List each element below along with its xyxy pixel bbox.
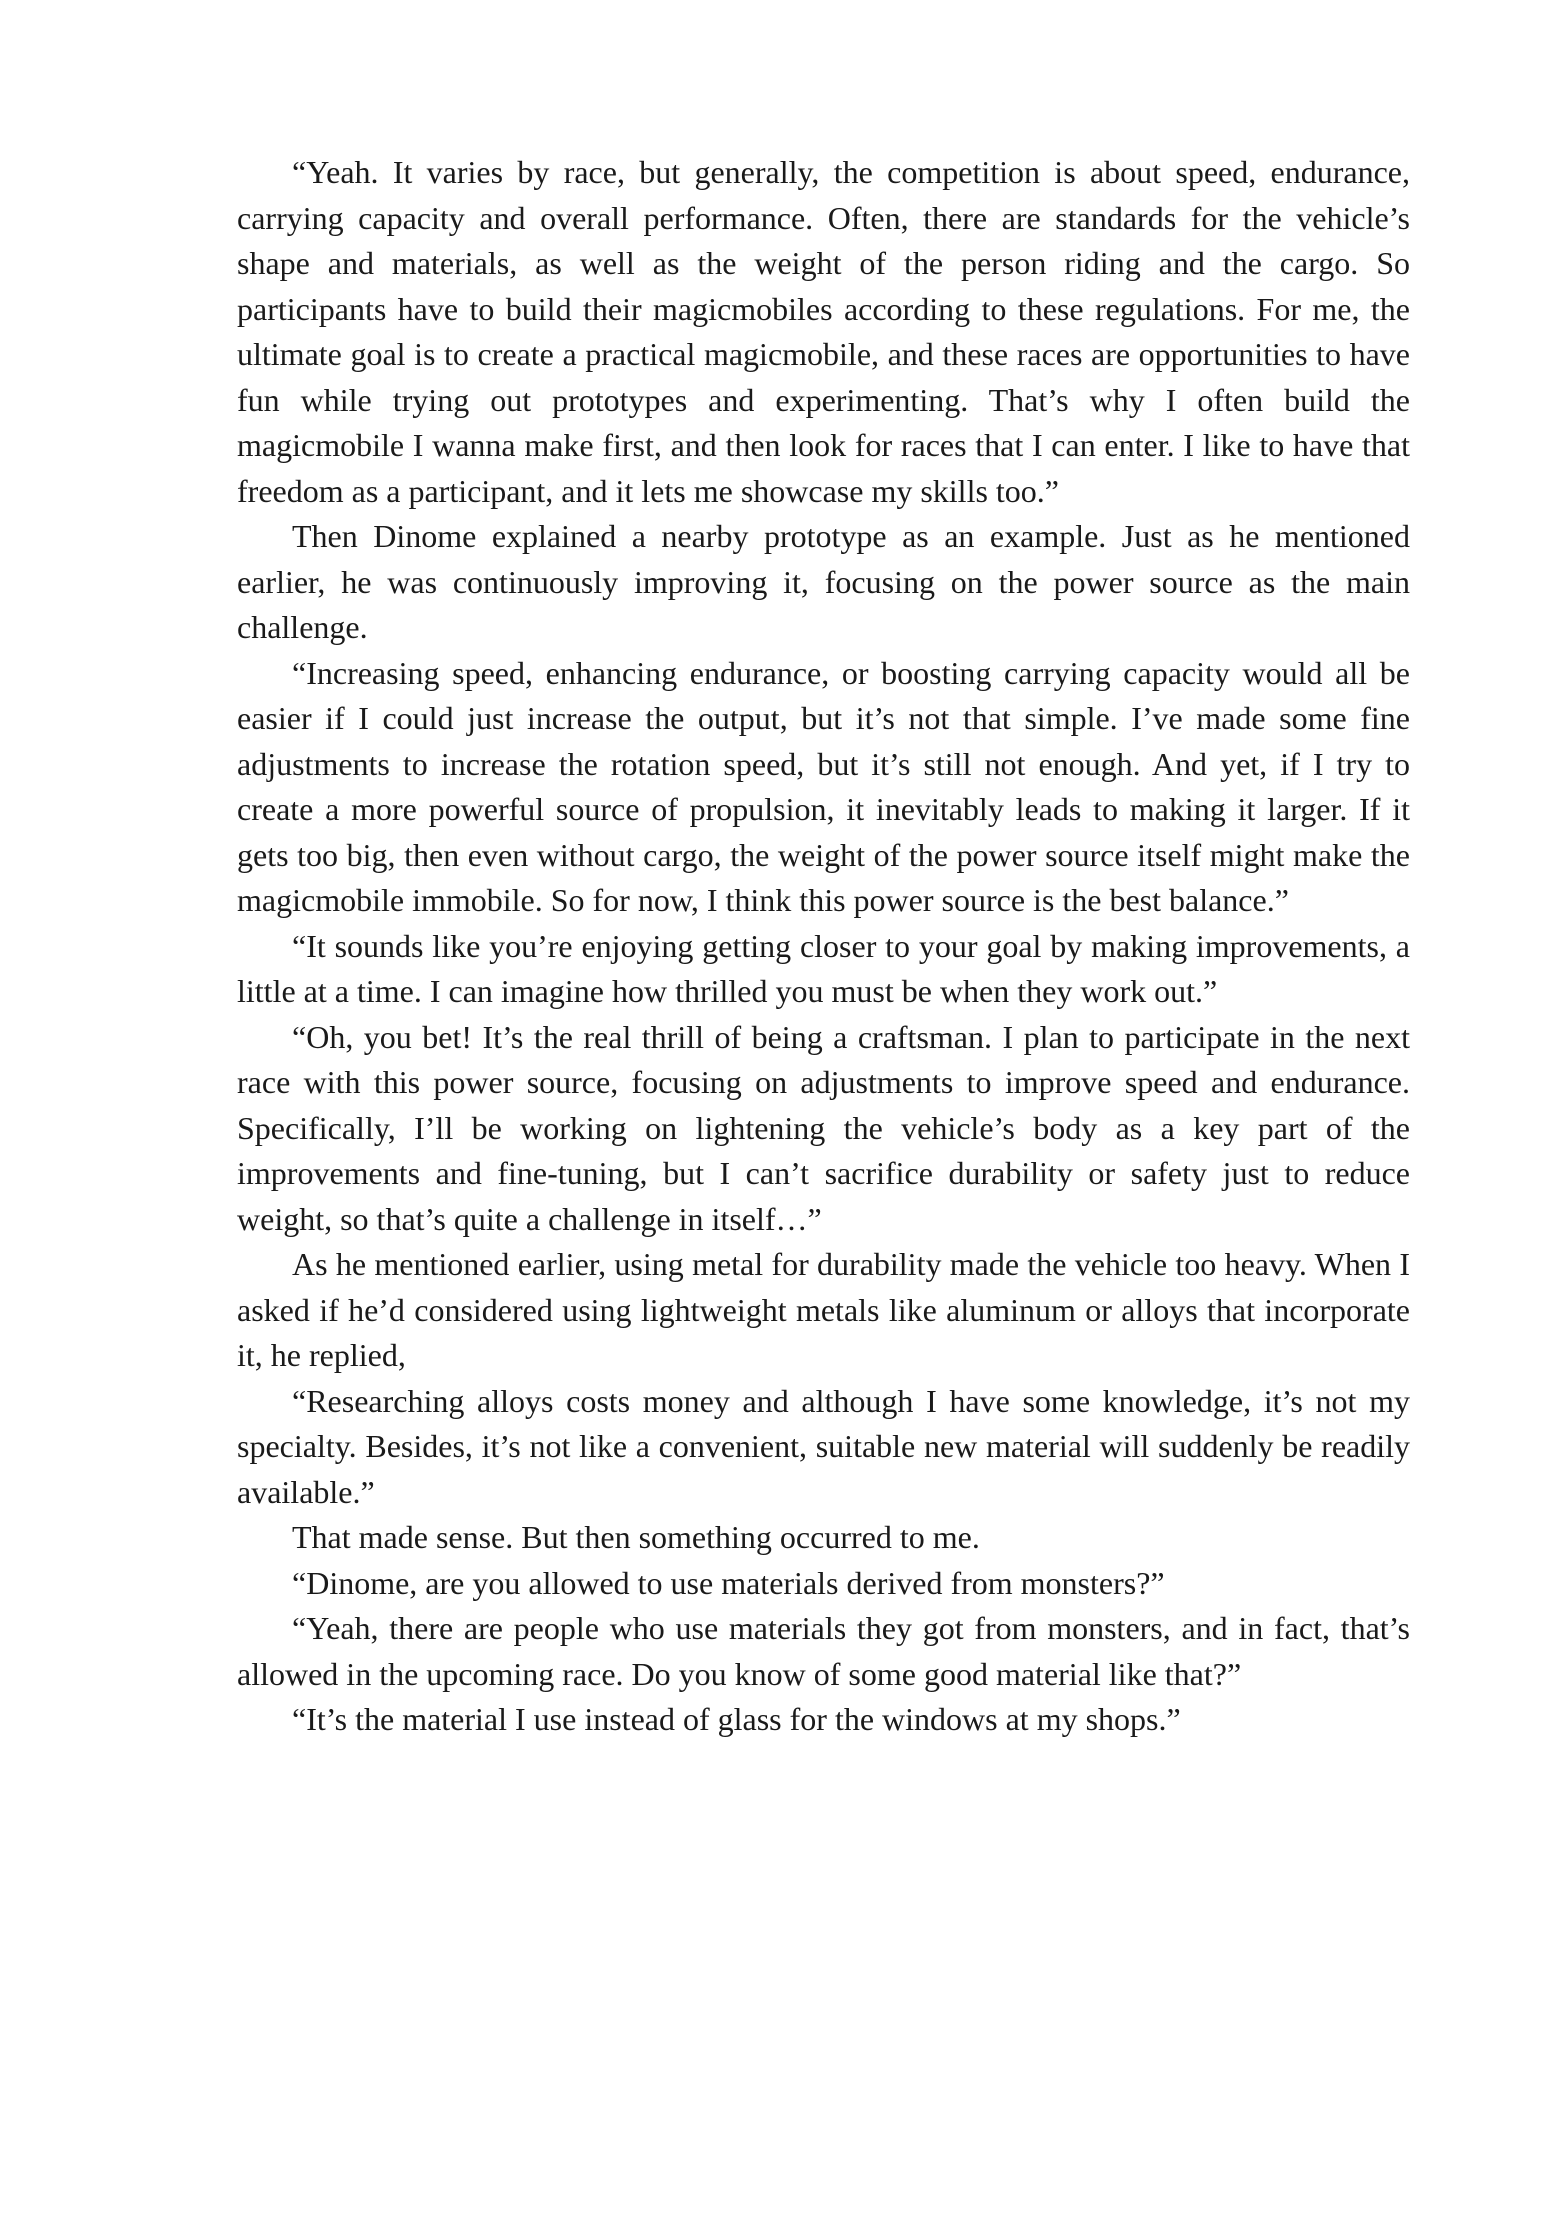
paragraph-dialogue-craftsman-thrill: “Oh, you bet! It’s the real thrill of being a craftsman. I plan to participate in the next race with this power source, focusing on adjustments to improve speed and endurance. Specifically, I’ll be working on lightening the vehicle’s body as a key part of the improvements and fine-tuning, but I can’t sacrifice durability or safety just to reduce weight, so that’s quite a challenge in itself…” xyxy=(237,1018,1410,1237)
paragraph-dialogue-power-source: “Increasing speed, enhancing endurance, or boosting carrying capacity would all be easier if I could just increase the output, but it’s not that simple. I’ve made some fine adjustments to increase the rotation speed, but it’s still not enough. And yet, if I try to create a more powerful source of propulsion, it inevitably leads to making it larger. If it gets too big, then even without cargo, the weight of the power source itself might make the magicmobile immobile. So for now, I think this power source is the best balance.” xyxy=(237,654,1410,918)
paragraph-narration-prototype: Then Dinome explained a nearby prototype as an example. Just as he mentioned earlier, he was continuously improving it, focusing on the power source as the main challenge. xyxy=(237,518,1410,645)
paragraph-narration-made-sense: That made sense. But then something occurred to me. xyxy=(292,1519,980,1555)
paragraph-dialogue-enjoying-goal: “It sounds like you’re enjoying getting closer to your goal by making improvements, a little at a time. I can imagine how thrilled you must be when they work out.” xyxy=(237,927,1410,1009)
book-page xyxy=(237,150,1410,1743)
paragraph-narration-metal-weight: As he mentioned earlier, using metal for durability made the vehicle too heavy. When I asked if he’d considered using lightweight metals like aluminum or alloys that incorporate it, he replied, xyxy=(237,1246,1410,1373)
paragraph-dialogue-window-material: “It’s the material I use instead of glass for the windows at my shops.” xyxy=(292,1701,1181,1737)
paragraph-dialogue-monster-materials-question: “Dinome, are you allowed to use materials derived from monsters?” xyxy=(292,1564,1165,1601)
paragraph-dialogue-race-rules: “Yeah. It varies by race, but generally, the competition is about speed, endurance, carrying capacity and overall performance. Often, there are standards for the vehicle’s shape and materials, as well as the weight of the person riding and the cargo. So participants have to build their magicmobiles according to these regulations. For me, the ultimate goal is to create a practical magicmobile, and these races are opportunities to have fun while trying out prototypes and experimenting. That’s why I often build the magicmobile I wanna make first, and then look for races that I can enter. I like to have that freedom as a participant, and it lets me showcase my skills too.” xyxy=(237,154,1410,509)
paragraph-dialogue-alloys: “Researching alloys costs money and although I have some knowledge, it’s not my specialty. Besides, it’s not like a convenient, suitable new material will suddenly be readily available.” xyxy=(237,1382,1410,1510)
paragraph-dialogue-monster-materials-answer: “Yeah, there are people who use materials they got from monsters, and in fact, that’s allowed in the upcoming race. Do you know of some good material like that?” xyxy=(237,1610,1410,1692)
